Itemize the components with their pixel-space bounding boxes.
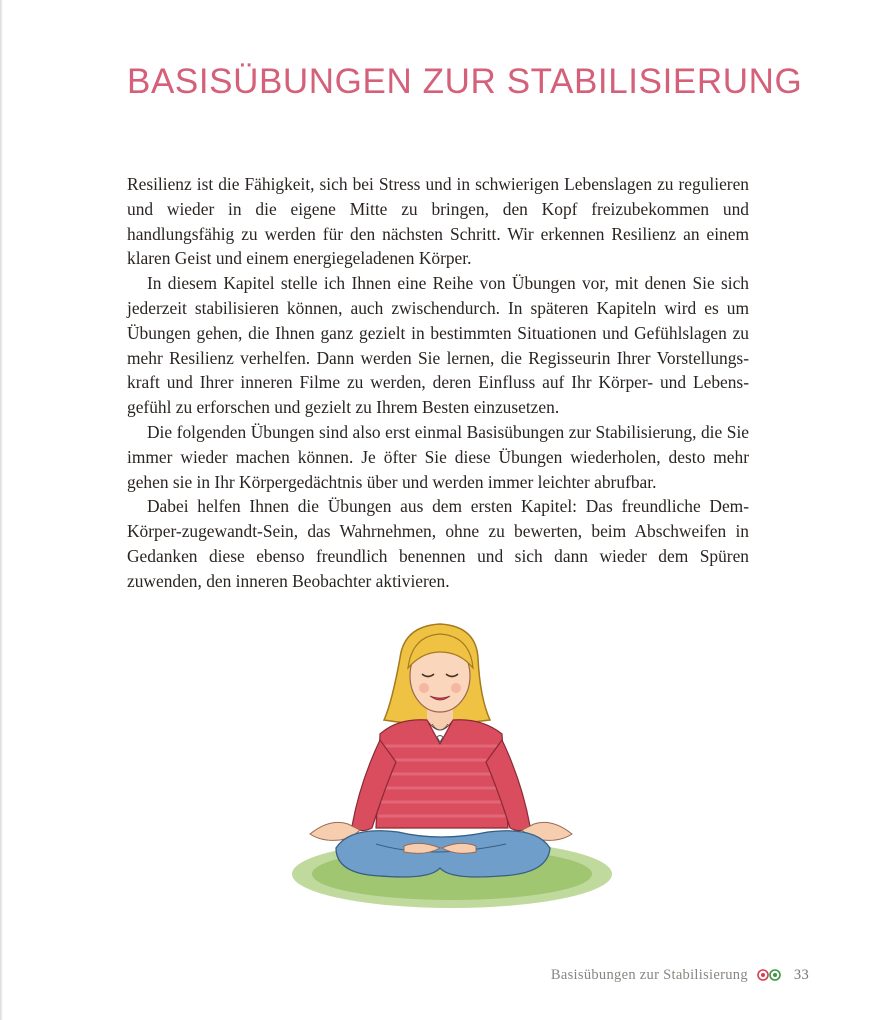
eyes-icon [756,969,782,981]
page-edge [0,0,3,1020]
meditating-woman-illustration [280,612,620,912]
body-text [127,172,749,594]
chapter-heading: BASISÜBUNGEN ZUR STABILISIERUNG [127,62,803,101]
page-number: 33 [793,966,809,983]
paragraph-4: Dabei helfen Ihnen die Übungen aus dem ersten Kapitel: Das freundliche Dem-Körper-zugewandt-Sein, das Wahrnehmen, ohne zu bewerten, beim Abschweifen in Gedanken diese ebenso freundlich benennen und sich dann wieder dem Spüren zuwenden, den inneren Beobachter aktivieren. [127,496,749,591]
paragraph-2: In diesem Kapitel stelle ich Ihnen eine Reihe von Übungen vor, mit denen Sie sich jederzeit stabilisieren können, auch zwischendurch. In späteren Kapiteln wird es um Übungen gehen, die Ihnen ganz gezielt in bestimmten Situationen und Gefühlslagen zu mehr Resilienz verhelfen. Dann werden Sie lernen, die Regisseurin Ihrer Vorstellungskraft und Ihrer inneren Filme zu werden, deren Einfluss auf Ihr Körper- und Lebensgefühl zu erforschen und gezielt zu Ihrem Besten einzusetzen. [127,273,749,418]
paragraph-1: Resilienz ist die Fähigkeit, sich bei Stress und in schwierigen Lebenslagen zu regulieren und wieder in die eigene Mitte zu bringen, den Kopf freizubekommen und handlungsfähig zu werden für den nächsten Schritt. Wir erkennen Resilienz an einem klaren Geist und einem energiegeladenen Körper. [127,174,749,269]
page-footer [551,964,809,986]
running-title: Basisübungen zur Stabilisierung [550,966,748,983]
paragraph-3: Die folgenden Übungen sind also erst einmal Basisübungen zur Stabilisierung, die Sie immer wieder machen können. Je öfter Sie diese Übungen wiederholen, desto mehr gehen sie in Ihr Körpergedächtnis über und werden immer leichter abrufbar. [127,421,749,492]
